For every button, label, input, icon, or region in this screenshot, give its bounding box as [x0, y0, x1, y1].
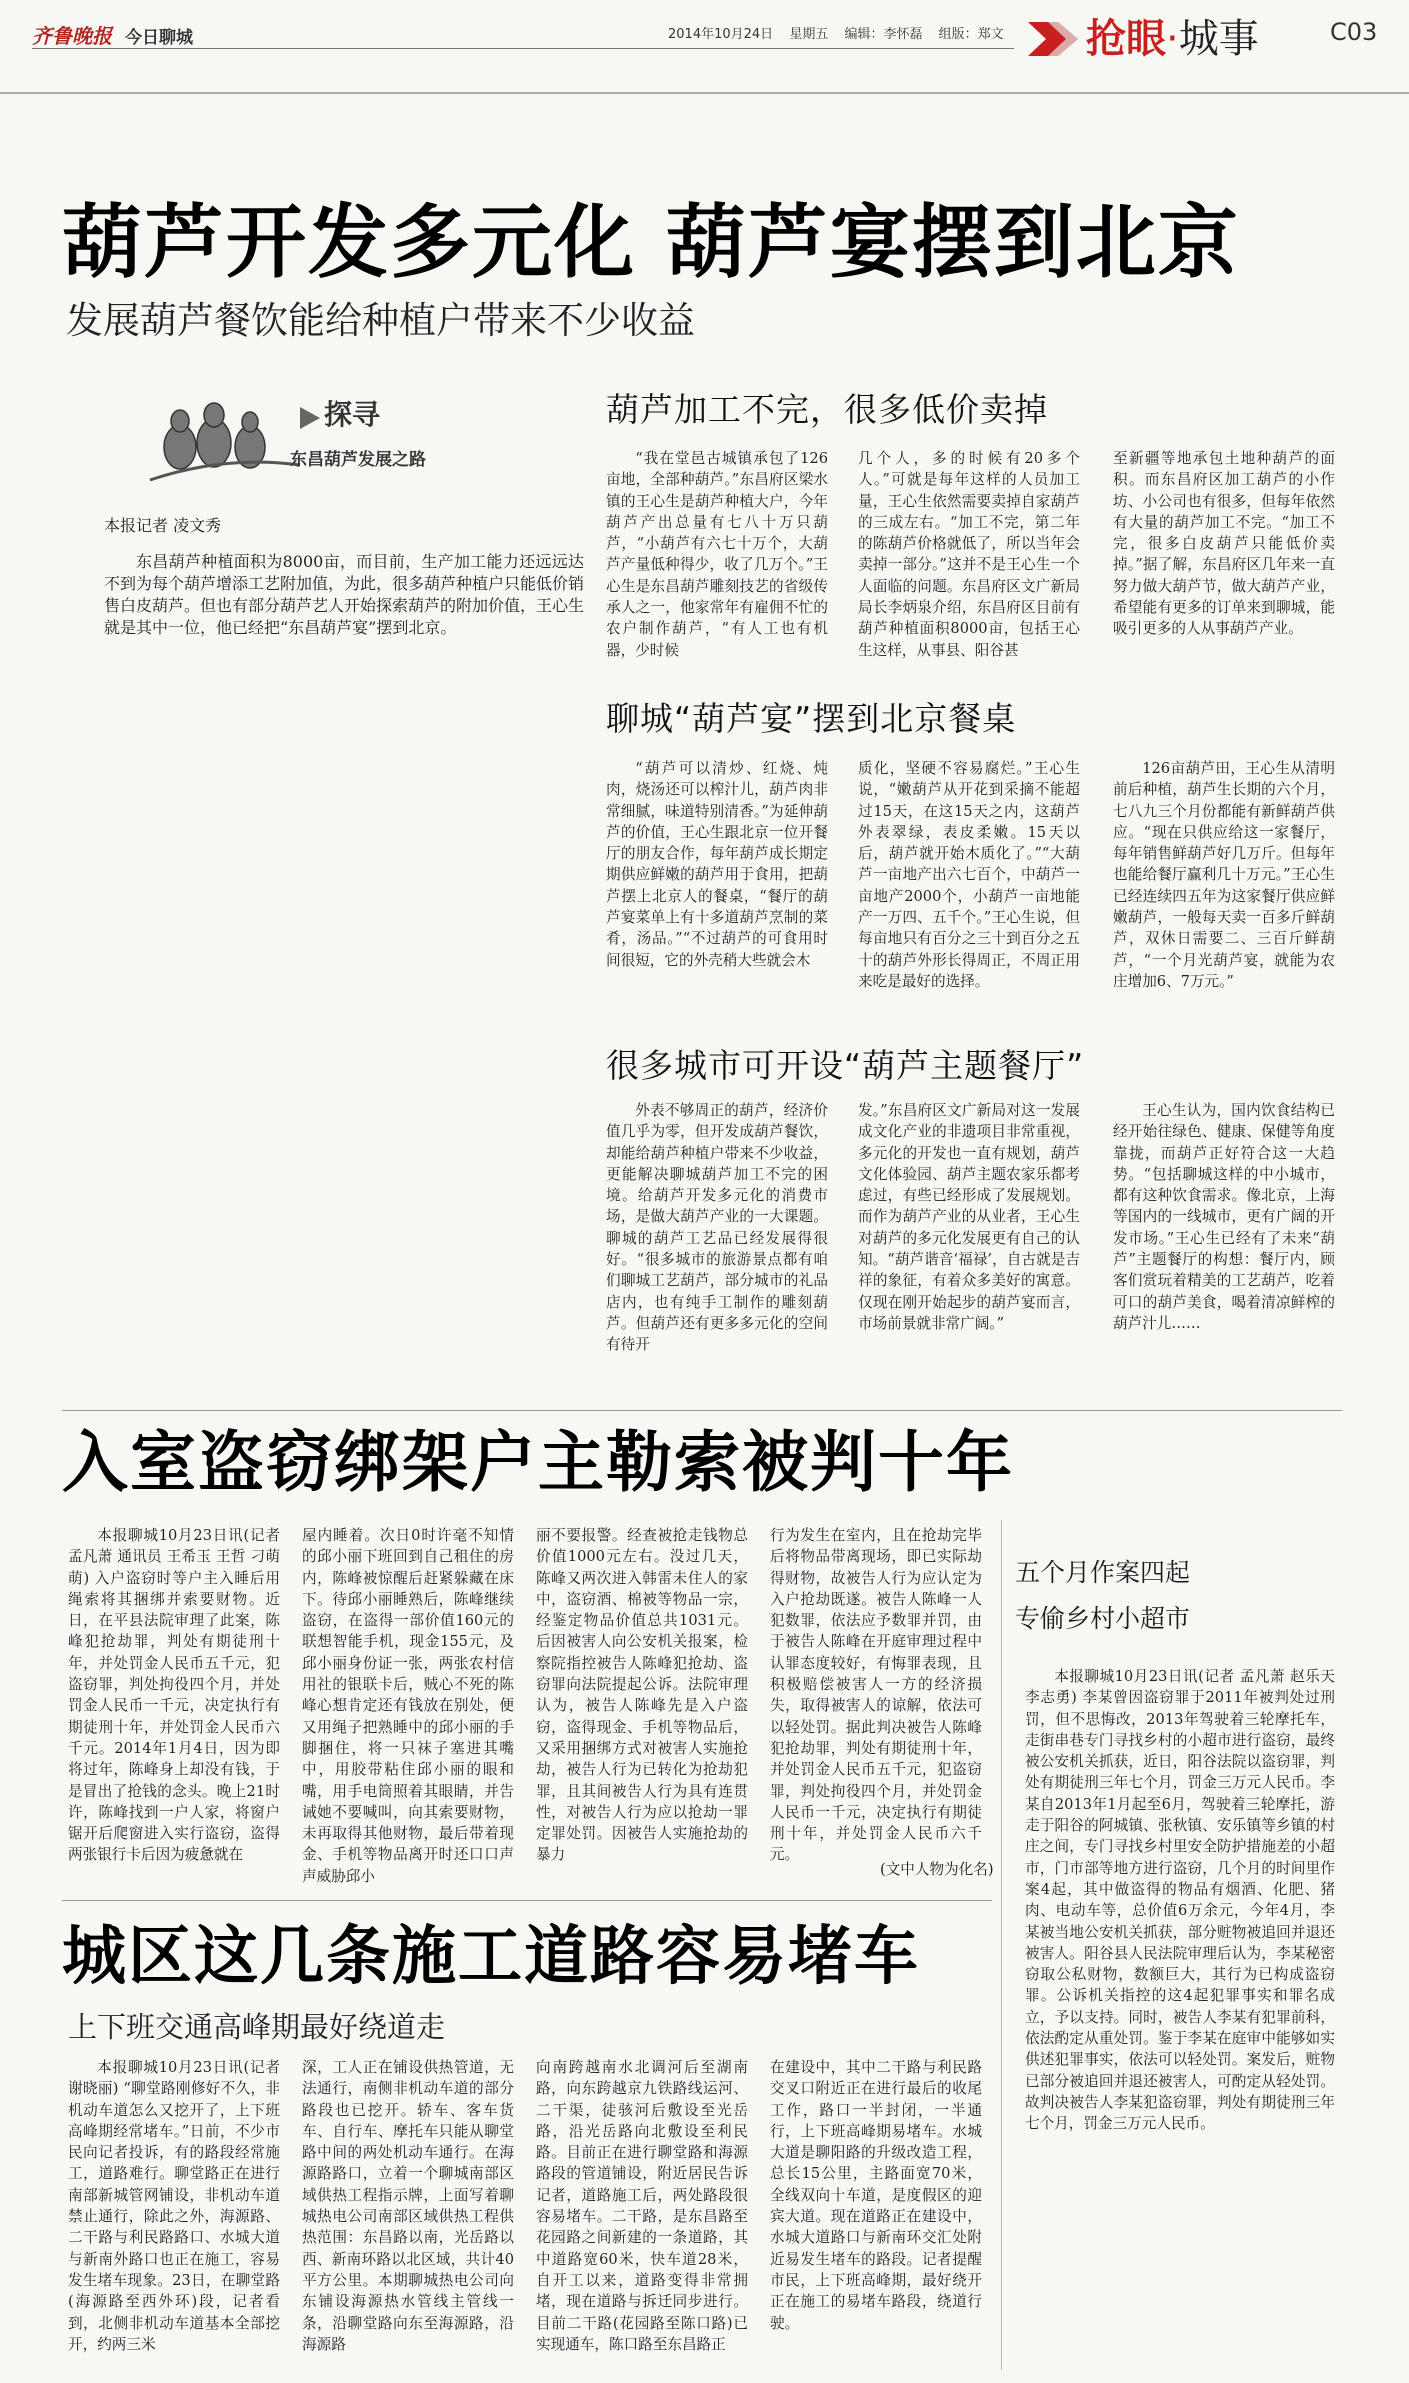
section-mark: 抢眼	[1086, 16, 1166, 62]
brand-name: 齐鲁晚报	[32, 24, 112, 48]
edition-name: 今日聊城	[124, 28, 193, 48]
article3-col1: 本报聊城10月23日讯(记者 谢晓丽) “聊堂路刚修好不久，非机动车道怎么又挖开了，上下班高峰期经常堵车。”日前，不少市民向记者投诉，有的路段经常施工，道路难行。聊堂路正在进行南部新城管网铺设，非机动车道禁止通行，除此之外，海源路、二干路与利民路路口、水城大道与新南外路口也正在施工，容易发生堵车现象。23日，在聊堂路(海源路至西外环)段，记者看到，北侧非机动车道基本全部挖开，约两三米	[68, 2059, 280, 2353]
series-logo	[150, 385, 470, 495]
masthead-underline	[32, 48, 1014, 49]
section3-title: 很多城市可开设“葫芦主题餐厅”	[606, 1046, 1085, 1085]
article2-note: (文中人物为化名)	[880, 1861, 994, 1878]
article1-byline: 本报记者 凌文秀	[104, 516, 222, 535]
section3-col1: 外表不够周正的葫芦，经济价值几乎为零，但开发成葫芦餐饮，却能给葫芦种植户带来不少收益，更能解决聊城葫芦加工不完的困境。给葫芦开发多元化的消费市场，是做大葫芦产业的一大课题。聊城的葫芦工艺品已经发展得很好。“很多城市的旅游景点都有咱们聊城工艺葫芦，部分城市的礼品店内，也有纯手工制作的雕刻葫芦。但葫芦还有更多多元化的空间有待开	[606, 1102, 828, 1354]
section3-col2: 发。”东昌府区文广新局对这一发展成文化产业的非遗项目非常重视，多元化的开发也一直有规划，葫芦文化体验园、葫芦主题农家乐都考虑过，有些已经形成了发展规划。而作为葫芦产业的从业者，王心生对葫芦的多元化发展更有自己的认知。“葫芦谐音‘福禄’，自古就是吉祥的象征，有着众多美好的寓意。仅现在刚开始起步的葫芦宴而言，市场前景就非常广阔。”	[858, 1102, 1080, 1332]
section1-col1: “我在堂邑古城镇承包了126亩地，全部种葫芦。”东昌府区梁水镇的王心生是葫芦种植大户，今年葫芦产出总量有七八十万只葫芦，“小葫芦有六七十万个，大葫芦产量低种得少，收了几万个。”王心生是东昌葫芦雕刻技艺的省级传承人之一，他家常年有雇佣不忙的农户制作葫芦，“有人工也有机器，少时候	[606, 450, 828, 659]
series-subtitle: 东昌葫芦发展之路	[290, 450, 426, 470]
gourd-icon	[150, 385, 300, 495]
masthead-info	[668, 23, 1004, 42]
article3-col4: 在建设中，其中二干路与利民路交叉口附近正在进行最后的收尾工作，路口一半封闭，一半通行，上下班高峰期易堵车。水城大道是聊阳路的升级改造工程，总长15公里，主路面宽70米，全线双向十车道，是度假区的迎宾大道。现在道路正在建设中，水城大道路口与新南环交汇处附近易发生堵车的路段。记者提醒市民，上下班高峰期，最好绕开正在施工的易堵车路段，绕道行驶。	[770, 2059, 982, 2332]
article4-title	[1015, 1550, 1335, 1642]
sidebar-divider	[1001, 1520, 1002, 2370]
article1-headline: 葫芦开发多元化 葫芦宴摆到北京	[62, 196, 1240, 289]
masthead-divider	[0, 92, 1409, 94]
section2-col3: 126亩葫芦田，王心生从清明前后种植，葫芦生长期的六个月，七八九三个月份都能有新鲜葫芦供应。“现在只供应给这一家餐厅，每年销售鲜葫芦好几万斤。但每年也能给餐厅赢利几十万元。”王心生已经连续四五年为这家餐厅供应鲜嫩葫芦，一般每天卖一百多斤鲜葫芦，双休日需要二、三百斤鲜葫芦，“一个月光葫芦宴，就能为农庄增加6、7万元。”	[1113, 760, 1335, 990]
section-title: 抢眼·城事	[1086, 16, 1259, 62]
article2-col4: 行为发生在室内，且在抢劫完毕后将物品带离现场，即已实际劫得财物，故被告人行为应认定为入户抢劫既遂。被告人陈峰一人犯数罪，依法应予数罪并罚，由于被告人陈峰在开庭审理过程中认罪态度较好，有悔罪表现，且积极赔偿被害人一方的经济损失，取得被害人的谅解，依法可以轻处罚。据此判决被告人陈峰犯抢劫罪，判处有期徒刑十年，并处罚金人民币五千元，犯盗窃罪，判处拘役四个月，并处罚金人民币一千元，决定执行有期徒刑十年，并处罚金人民币六千元。	[770, 1527, 982, 1864]
section-sub: 城事	[1178, 16, 1259, 62]
article4-body: 本报聊城10月23日讯(记者 孟凡萧 赵乐天 李志勇) 李某曾因盗窃罪于2011年被判处过刑罚，但不思悔改，2013年驾驶着三轮摩托车，走街串巷专门寻找乡村的小超市进行盗窃，最终被公安机关抓获，近日，阳谷法院以盗窃罪，判处有期徒刑三年七个月，罚金三万元人民币。李某自2013年1月起至6月，驾驶着三轮摩托，游走于阳谷的阿城镇、张秋镇、安乐镇等乡镇的村庄之间，专门寻找乡村里安全防护措施差的小超市，门市部等地方进行盗窃，几个月的时间里作案4起，其中做盗得的物品有烟酒、化肥、猪肉、电动车等，总价值6万余元，今年4月，李某被当地公安机关抓获，部分赃物被追回并退还被害人。阳谷县人民法院审理后认为，李某秘密窃取公私财物，数额巨大，其行为已构成盗窃罪。公诉机关指控的这4起犯罪事实和罪名成立，予以支持。同时，被告人李某有犯罪前科，依法酌定从重处罚。鉴于李某在庭审中能够如实供述犯罪事实，依法可以轻处罚。案发后，赃物已部分被追回并退还被害人，可酌定从轻处罚。故判决被告人李某犯盗窃罪，判处有期徒刑三年七个月，罚金三万元人民币。	[1025, 1668, 1335, 2133]
article3-subhead: 上下班交通高峰期最好绕道走	[68, 2010, 446, 2044]
article2-col2: 屋内睡着。次日0时许毫不知情的邱小丽下班回到自己租住的房内，陈峰被惊醒后赶紧躲藏在床下。待邱小丽睡熟后，陈峰继续盗窃，在盗得一部价值160元的联想智能手机，现金155元，及邱小丽身份证一张，两张农村信用社的银联卡后，贼心不死的陈峰心想肯定还有钱放在别处，便又用绳子把熟睡中的邱小丽的手脚捆住，将一只袜子塞进其嘴中，用胶带粘住邱小丽的眼和嘴，用手电筒照着其眼睛，并告诫她不要喊叫，向其索要财物，未再取得其他财物，最后带着现金、手机等物品离开时还口口声声威胁邱小	[302, 1527, 514, 1885]
section1-title: 葫芦加工不完，很多低价卖掉	[606, 390, 1048, 429]
divider-article2-bottom	[62, 1900, 992, 1901]
layout-credit: 组版：郑文	[938, 27, 1004, 42]
section-badge-icon	[1024, 14, 1084, 64]
section3-col3: 王心生认为，国内饮食结构已经开始往绿色、健康、保健等角度靠拢，而葫芦正好符合这一大趋势。“包括聊城这样的中小城市，都有这种饮食需求。像北京，上海等国内的一线城市，更有广阔的开发市场。”王心生已经有了未来“葫芦”主题餐厅的构想：餐厅内，顾客们赏玩着精美的工艺葫芦，吃着可口的葫芦美食，喝着清凉鲜榨的葫芦汁儿……	[1113, 1102, 1335, 1332]
article1-subhead: 发展葫芦餐饮能给种植户带来不少收益	[66, 299, 695, 342]
article2-col1: 本报聊城10月23日讯(记者 孟凡萧 通讯员 王希玉 王哲 刁萌萌) 入户盗窃时等户主入睡后用绳索将其捆绑并索要财物。近日，在平县法院审理了此案，陈峰犯抢劫罪，判处有期徒刑十年，并处罚金人民币五千元，犯盗窃罪，判处拘役四个月，并处罚金人民币一千元，决定执行有期徒刑十年，并处罚金人民币六千元。2014年1月4日，因为即将过年，陈峰身上却没有钱，于是冒出了抢钱的念头。晚上21时许，陈峰找到一户人家，将窗户锯开后爬窗进入实行盗窃，盗得两张银行卡后因为疲惫就在	[68, 1527, 280, 1864]
editor-credit: 编辑：李怀磊	[844, 27, 923, 42]
section1-col2: 几个人，多的时候有20多个人。”可就是每年这样的人员加工量，王心生依然需要卖掉自家葫芦的三成左右。“加工不完，第二年的陈葫芦价格就低了，所以当年会卖掉一部分。”这并不是王心生一个人面临的问题。东昌府区文广新局局长李炳泉介绍，东昌府区目前有葫芦种植面积8000亩，包括王心生这样，从事县、阳谷甚	[858, 450, 1080, 659]
article3-col2: 深，工人正在铺设供热管道，无法通行，南侧非机动车道的部分路段也已挖开。轿车、客车货车、自行车、摩托车只能从聊堂路中间的两处机动车通行。在海源路路口，立着一个聊城南部区域供热工程指示牌，上面写着聊城热电公司南部区域供热工程供热范围：东昌路以南，光岳路以西、新南环路以北区域，共计40平方公里。本期聊城热电公司向东铺设海源热水管线主管线一条，沿聊堂路向东至海源路，沿海源路	[302, 2059, 514, 2353]
article4-title-line1: 五个月作案四起	[1015, 1558, 1191, 1587]
series-title: 探寻	[324, 398, 381, 431]
page-number: C03	[1330, 18, 1378, 46]
section2-title: 聊城“葫芦宴”摆到北京餐桌	[606, 699, 1017, 738]
section2-col1: “葫芦可以清炒、红烧、炖肉，烧汤还可以榨汁儿，葫芦肉非常细腻，味道特别清香。”为延伸葫芦的价值，王心生跟北京一位开餐厅的朋友合作，每年葫芦成长期定期供应鲜嫩的葫芦用于食用，把葫芦摆上北京人的餐桌，“餐厅的葫芦宴菜单上有十多道葫芦烹制的菜肴，汤品。”“不过葫芦的可食用时间很短，它的外壳稍大些就会木	[606, 760, 828, 969]
article3-col3: 向南跨越南水北调河后至湖南路，向东跨越京九铁路线运河、二干渠，徒骇河后敷设至光岳路，沿光岳路向北敷设至利民路。目前正在进行聊堂路和海源路段的管道铺设，附近居民告诉记者，道路施工后，两处路段很容易堵车。二干路，是东昌路至花园路之间新建的一条道路，其中道路宽60米，快车道28米，自开工以来，道路变得非常拥堵，现在道路与拆迁同步进行。目前二干路(花园路至陈口路)已实现通车，陈口路至东昌路正	[536, 2059, 748, 2353]
arrow-icon	[260, 403, 320, 433]
article2-headline: 入室盗窃绑架户主勒索被判十年	[62, 1424, 1014, 1501]
masthead	[0, 0, 1409, 80]
masthead-brand	[32, 20, 193, 49]
section1-col3: 至新疆等地承包土地种葫芦的面积。而东昌府区加工葫芦的小作坊、小公司也有很多，但每年依然有大量的葫芦加工不完。“加工不完，很多白皮葫芦只能低价卖掉。”据了解，东昌府区几年来一直努力做大葫芦节，做大葫芦产业，希望能有更多的订单来到聊城，能吸引更多的人从事葫芦产业。	[1113, 450, 1335, 638]
article2-col3: 丽不要报警。经查被抢走钱物总价值1000元左右。没过几天，陈峰又两次进入韩雷未住人的家中，盗窃酒、棉被等物品一宗，经鉴定物品价值总共1031元。后因被害人向公安机关报案，检察院指控被告人陈峰犯抢劫、盗窃罪向法院提起公诉。法院审理认为，被告人陈峰先是入户盗窃，盗得现金、手机等物品后，又采用捆绑方式对被害人实施抢劫，被告人行为已转化为抢劫犯罪，且其间被告人行为具有连贯性，对被告人行为应以抢劫一罪定罪处罚。因被告人实施抢劫的暴力	[536, 1527, 748, 1864]
issue-date: 2014年10月24日	[668, 27, 774, 42]
article3-headline: 城区这几条施工道路容易堵车	[62, 1920, 920, 1994]
article1-intro: 东昌葫芦种植面积为8000亩，而目前，生产加工能力还远远达不到为每个葫芦增添工艺附加值，为此，很多葫芦种植户只能低价销售白皮葫芦。但也有部分葫芦艺人开始探索葫芦的附加价值，王心生就是其中一位，他已经把“东昌葫芦宴”摆到北京。	[104, 552, 585, 637]
issue-weekday: 星期五	[789, 27, 829, 42]
article4-title-line2: 专偷乡村小超市	[1015, 1604, 1191, 1633]
section2-col2: 质化，坚硬不容易腐烂。”王心生说，“嫩葫芦从开花到采摘不能超过15天，在这15天之内，这葫芦外表翠绿，表皮柔嫩。15天以后，葫芦就开始木质化了。”“大葫芦一亩地产出六七百个，中葫芦一亩地产2000个，小葫芦一亩地能产一万四、五千个。”王心生说，但每亩地只有百分之三十到百分之五十的葫芦外形长得周正，不周正用来吃是最好的选择。	[858, 760, 1080, 990]
divider-article1-bottom	[62, 1410, 1342, 1411]
